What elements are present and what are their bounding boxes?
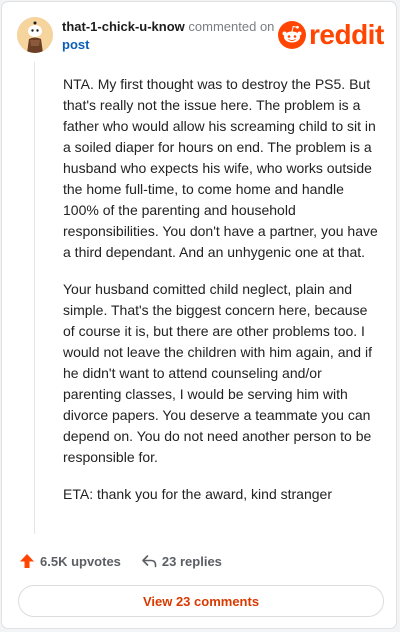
- comment-card: [1, 1, 397, 629]
- upvote-button[interactable]: [19, 553, 121, 569]
- comment-paragraph: NTA. My first thought was to destroy the PS5. But that's really not the issue here. The problem is a father who would allow his screaming child to sit in a soiled diaper for hours on end. The problem is a husband who expects his wife, who works outside the home full-time, to come home and handle 100% of the parenting and household responsibilities. You don't have a partner, you have a third dependant. And an unhygenic one at that.: [63, 76, 378, 260]
- reply-arrow-icon: [141, 553, 157, 569]
- thread-line[interactable]: [34, 62, 35, 534]
- reply-count: 23 replies: [161, 553, 222, 569]
- reddit-snoo-icon: [278, 21, 306, 49]
- comment-actions: [19, 551, 222, 571]
- reddit-wordmark: reddit: [309, 19, 384, 50]
- comment-paragraph: ETA: thank you for the award, kind stranger: [63, 486, 332, 502]
- user-avatar[interactable]: [17, 17, 53, 53]
- comment-header: [2, 2, 396, 62]
- reddit-logo[interactable]: [278, 20, 384, 50]
- comment-body: [63, 74, 381, 521]
- action-text: commented on: [188, 19, 275, 34]
- upvote-arrow-icon: [19, 553, 35, 569]
- author-line: [62, 19, 282, 35]
- snoo-avatar-icon: [17, 17, 53, 53]
- comment-author[interactable]: that-1-chick-u-know: [62, 19, 185, 34]
- comment-paragraph: Your husband comitted child neglect, plain and simple. That's the biggest concern here, because of course it is, but there are other problems too. I would not leave the children with him again, and if he didn't want to attend counseling and/or parenting classes, I would be serving him with divorce papers. You deserve a teammate you can depend on. You do not need another person to be responsible for.: [63, 281, 372, 465]
- view-comments-button[interactable]: View 23 comments: [18, 585, 384, 617]
- upvote-count: 6.5K upvotes: [40, 553, 121, 569]
- post-link[interactable]: post: [62, 37, 90, 52]
- reply-button[interactable]: [141, 553, 222, 569]
